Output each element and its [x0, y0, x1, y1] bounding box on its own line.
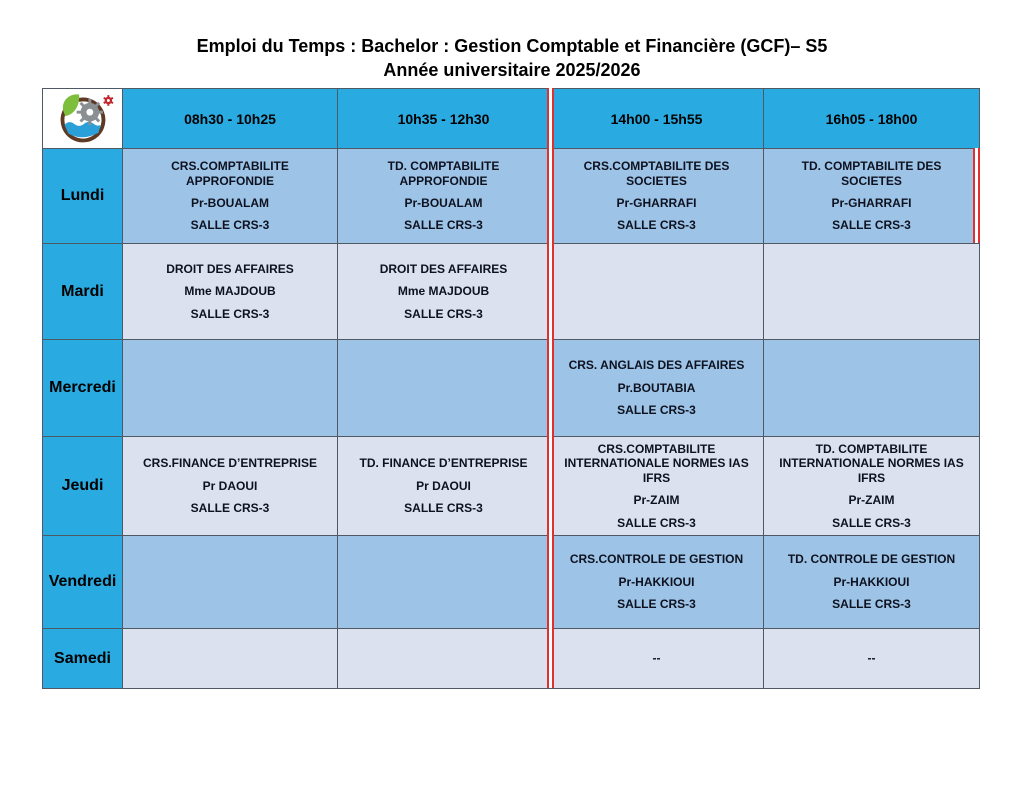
timetable-cell	[123, 149, 338, 244]
course-room: SALLE CRS-3	[617, 597, 696, 612]
course-professor: Mme MAJDOUB	[184, 284, 276, 299]
time-header-label: 08h30 - 10h25	[184, 110, 276, 127]
course-room: SALLE CRS-3	[832, 597, 911, 612]
course-professor: Pr-HAKKIOUI	[618, 574, 695, 589]
empty-slot-marker: --	[652, 651, 661, 666]
course-room: SALLE CRS-3	[404, 501, 483, 516]
course-professor: Pr-HAKKIOUI	[833, 574, 910, 589]
course-professor: Pr-BOUALAM	[191, 196, 269, 210]
red-session-divider	[547, 88, 554, 688]
day-label: Jeudi	[61, 477, 104, 494]
course-title: TD. COMPTABILITE DES SOCIETES	[801, 159, 942, 188]
course-title: TD. CONTROLE DE GESTION	[787, 552, 956, 567]
timetable-cell	[764, 437, 980, 536]
course-professor: Pr-GHARRAFI	[831, 196, 912, 210]
course-room: SALLE CRS-3	[832, 218, 911, 233]
course-professor: Pr-BOUALAM	[404, 196, 483, 210]
course-professor: Pr-GHARRAFI	[616, 196, 697, 210]
timetable-cell	[123, 536, 338, 629]
page-title-line2: Année universitaire 2025/2026	[383, 60, 641, 80]
course-room: SALLE CRS-3	[190, 306, 270, 321]
day-label: Lundi	[60, 187, 105, 204]
timetable-cell	[338, 244, 550, 340]
timetable-cell	[764, 244, 980, 340]
page-title	[0, 34, 1024, 82]
course-title: CRS. ANGLAIS DES AFFAIRES	[568, 358, 745, 373]
page-title-line1: Emploi du Temps : Bachelor : Gestion Comptable et Financière (GCF)– S5	[196, 36, 828, 56]
course-title: CRS.COMPTABILITE DES SOCIETES	[583, 159, 730, 188]
leaf-gear-water-logo	[44, 90, 122, 148]
course-title: CRS.FINANCE D’ENTREPRISE	[142, 456, 318, 471]
timetable-cell	[338, 536, 550, 629]
timetable-cell	[123, 629, 338, 689]
timetable-cell	[123, 437, 338, 536]
day-label: Samedi	[54, 649, 111, 667]
time-header-label: 10h35 - 12h30	[397, 110, 490, 127]
course-room: SALLE CRS-3	[404, 218, 483, 233]
day-label: Mardi	[61, 282, 104, 300]
course-title: TD. COMPTABILITE INTERNATIONALE NORMES IAS IFRS	[779, 442, 964, 485]
time-header-label: 16h05 - 18h00	[825, 110, 918, 127]
small-gear-icon	[103, 95, 113, 106]
course-title: TD. COMPTABILITE APPROFONDIE	[387, 159, 500, 188]
timetable-cell	[338, 629, 550, 689]
timetable-cell	[123, 244, 338, 340]
timetable-cell	[338, 149, 550, 244]
course-room: SALLE CRS-3	[617, 403, 696, 418]
course-professor: Pr-ZAIM	[633, 493, 680, 508]
timetable-cell	[550, 536, 764, 629]
day-label-mercredi	[43, 340, 123, 437]
empty-slot-marker: --	[867, 651, 876, 666]
day-label: Mercredi	[49, 379, 116, 396]
day-label-samedi	[43, 629, 123, 689]
time-header	[338, 89, 550, 149]
logo-cell	[43, 89, 123, 149]
course-professor: Pr DAOUI	[416, 478, 471, 493]
time-header	[764, 89, 980, 149]
course-room: SALLE CRS-3	[832, 515, 911, 530]
timetable-cell	[338, 340, 550, 437]
day-label: Vendredi	[48, 573, 117, 590]
timetable-cell	[550, 629, 764, 689]
gear-icon	[76, 99, 102, 125]
day-label-jeudi	[43, 437, 123, 536]
timetable-cell	[338, 437, 550, 536]
course-title: CRS.CONTROLE DE GESTION	[569, 552, 744, 567]
time-header-label: 14h00 - 15h55	[610, 110, 703, 127]
course-title: DROIT DES AFFAIRES	[166, 261, 294, 276]
course-title: TD. FINANCE D’ENTREPRISE	[359, 456, 528, 471]
timetable	[42, 88, 980, 689]
course-title: DROIT DES AFFAIRES	[379, 261, 508, 276]
timetable-cell	[764, 149, 980, 244]
course-room: SALLE CRS-3	[404, 306, 483, 321]
course-title: CRS.COMPTABILITE APPROFONDIE	[171, 159, 289, 188]
time-header	[550, 89, 764, 149]
timetable-cell	[550, 244, 764, 340]
course-professor: Pr-ZAIM	[848, 493, 895, 508]
timetable-cell	[764, 629, 980, 689]
time-header	[123, 89, 338, 149]
course-professor: Pr DAOUI	[202, 478, 258, 493]
timetable-cell	[550, 437, 764, 536]
red-marker-lundi	[973, 148, 980, 243]
course-room: SALLE CRS-3	[190, 501, 270, 516]
day-label-vendredi	[43, 536, 123, 629]
course-room: SALLE CRS-3	[190, 218, 270, 233]
course-professor: Pr.BOUTABIA	[617, 380, 696, 395]
course-professor: Mme MAJDOUB	[397, 284, 490, 299]
timetable-cell	[550, 149, 764, 244]
course-room: SALLE CRS-3	[617, 218, 696, 233]
timetable-cell	[550, 340, 764, 437]
timetable-cell	[764, 340, 980, 437]
day-label-lundi	[43, 149, 123, 244]
day-label-mardi	[43, 244, 123, 340]
course-room: SALLE CRS-3	[617, 515, 696, 530]
course-title: CRS.COMPTABILITE INTERNATIONALE NORMES IAS IFRS	[564, 442, 749, 485]
timetable-cell	[764, 536, 980, 629]
timetable-cell	[123, 340, 338, 437]
